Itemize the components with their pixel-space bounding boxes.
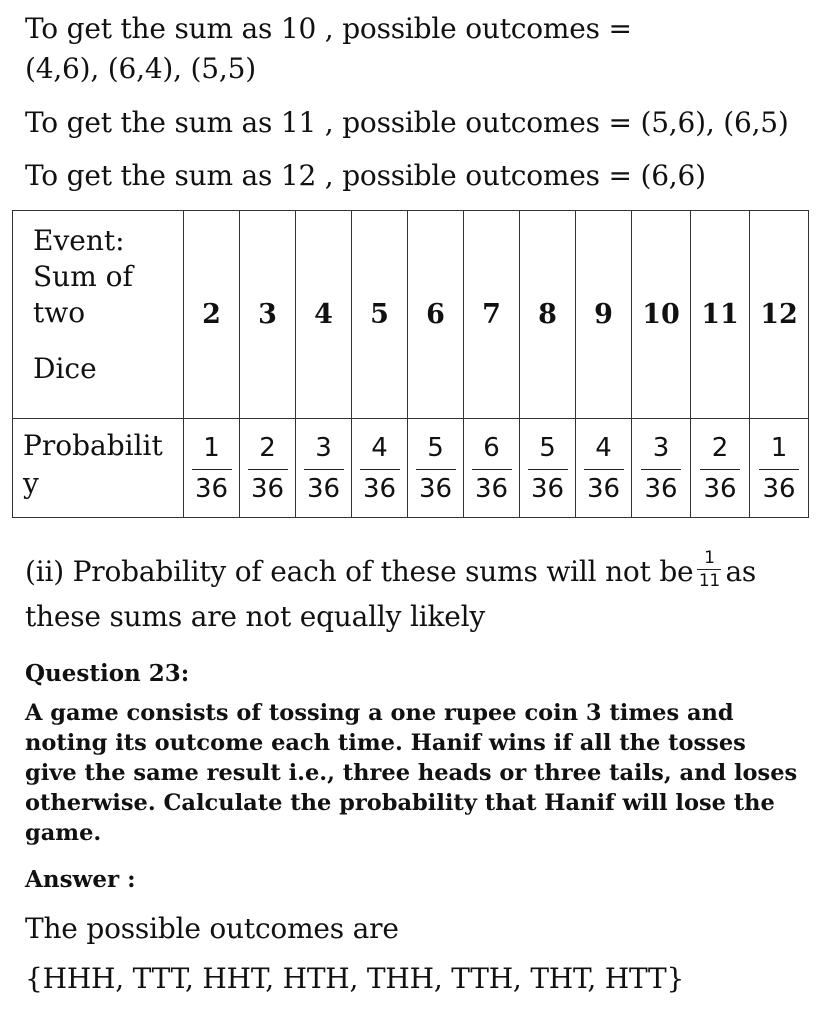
event-label-cell [13, 211, 184, 419]
fraction-numerator: 3 [315, 432, 332, 463]
probability-cell [296, 419, 352, 518]
table-row-sums [13, 211, 809, 419]
fraction-numerator: 1 [770, 432, 788, 463]
sum-cell: 8 [520, 211, 576, 419]
answer-line-2: {HHH, TTT, HHT, HTH, THH, TTH, THT, HTT} [25, 962, 685, 995]
probability-cell [184, 419, 240, 518]
fraction-bar [584, 469, 624, 470]
fraction-denominator: 36 [762, 473, 796, 504]
fraction-numerator: 5 [539, 432, 556, 463]
sum-cell: 2 [184, 211, 240, 419]
sum11-line: To get the sum as 11 , possible outcomes = (5,6), (6,5) [25, 106, 789, 139]
fraction-numerator: 2 [259, 432, 276, 463]
fraction-bar [416, 469, 456, 470]
one-eleventh-fraction [697, 549, 721, 590]
fraction-numerator: 2 [711, 432, 729, 463]
probability-fraction [416, 433, 456, 504]
sum-cell: 9 [576, 211, 632, 419]
fraction-numerator: 4 [595, 432, 612, 463]
fraction-numerator: 5 [427, 432, 444, 463]
probability-fraction [700, 433, 740, 504]
sum-cell: 5 [352, 211, 408, 419]
fraction-numerator: 1 [704, 548, 715, 568]
event-label-line: Dice [33, 352, 97, 385]
fraction-bar [759, 469, 799, 470]
probability-fraction [192, 433, 232, 504]
event-label-line: Sum of [33, 260, 133, 293]
probability-label-line: Probabilit [23, 429, 163, 462]
fraction-bar [700, 469, 740, 470]
probability-label-line: y [23, 467, 39, 500]
probability-fraction [360, 433, 400, 504]
probability-cell [408, 419, 464, 518]
probability-fraction [248, 433, 288, 504]
event-label-line: two [33, 296, 86, 329]
sum10-line-2: (4,6), (6,4), (5,5) [25, 52, 256, 85]
table-row-probabilities [13, 419, 809, 518]
part-ii-text-after: as [725, 555, 757, 588]
sum10-line-1: To get the sum as 10 , possible outcomes = [25, 12, 632, 45]
sum-cell: 10 [632, 211, 691, 419]
sum-cell: 12 [750, 211, 809, 419]
probability-cell [691, 419, 750, 518]
probability-fraction [641, 433, 681, 504]
probability-fraction [584, 433, 624, 504]
sum-cell: 4 [296, 211, 352, 419]
answer-line-1: The possible outcomes are [25, 912, 399, 945]
sum-cell: 11 [691, 211, 750, 419]
probability-cell [632, 419, 691, 518]
fraction-denominator: 36 [306, 473, 341, 504]
question-text: A game consists of tossing a one rupee coin 3 times and noting its outcome each time. Hanif wins if all the tosses give the same result i.e., three heads or three tails, and loses otherwise. Calculate the probability that Hanif will lose the game. [25, 700, 798, 846]
fraction-bar [697, 569, 721, 570]
probability-cell [352, 419, 408, 518]
fraction-denominator: 11 [698, 571, 721, 591]
fraction-numerator: 1 [203, 432, 220, 463]
fraction-denominator: 36 [362, 473, 397, 504]
probability-cell [520, 419, 576, 518]
fraction-numerator: 4 [371, 432, 388, 463]
probability-table [12, 210, 809, 518]
probability-cell [464, 419, 520, 518]
answer-heading: Answer : [25, 866, 136, 893]
event-label-line: Event: [33, 224, 125, 257]
part-ii-text: (ii) Probability of each of these sums will not be [25, 555, 694, 588]
probability-fraction [759, 433, 799, 504]
fraction-bar [304, 469, 344, 470]
probability-label-cell [13, 419, 184, 518]
fraction-bar [528, 469, 568, 470]
fraction-bar [472, 469, 512, 470]
probability-cell [240, 419, 296, 518]
probability-fraction [472, 433, 512, 504]
probability-fraction [304, 433, 344, 504]
probability-fraction [528, 433, 568, 504]
fraction-denominator: 36 [250, 473, 285, 504]
question-heading: Question 23: [25, 660, 190, 687]
fraction-bar [192, 469, 232, 470]
fraction-bar [360, 469, 400, 470]
sum-cell: 6 [408, 211, 464, 419]
part-ii-line-2: these sums are not equally likely [25, 600, 485, 633]
sum-cell: 7 [464, 211, 520, 419]
part-ii-line-1 [25, 548, 757, 594]
fraction-denominator: 36 [418, 473, 453, 504]
fraction-numerator: 3 [652, 432, 670, 463]
sum12-line: To get the sum as 12 , possible outcomes = (6,6) [25, 159, 706, 192]
probability-cell [576, 419, 632, 518]
fraction-denominator: 36 [644, 473, 678, 504]
probability-cell [750, 419, 809, 518]
fraction-bar [248, 469, 288, 470]
fraction-denominator: 36 [194, 473, 229, 504]
fraction-denominator: 36 [530, 473, 565, 504]
fraction-numerator: 6 [483, 432, 500, 463]
sum-cell: 3 [240, 211, 296, 419]
fraction-bar [641, 469, 681, 470]
fraction-denominator: 36 [586, 473, 621, 504]
fraction-denominator: 36 [703, 473, 737, 504]
fraction-denominator: 36 [474, 473, 509, 504]
